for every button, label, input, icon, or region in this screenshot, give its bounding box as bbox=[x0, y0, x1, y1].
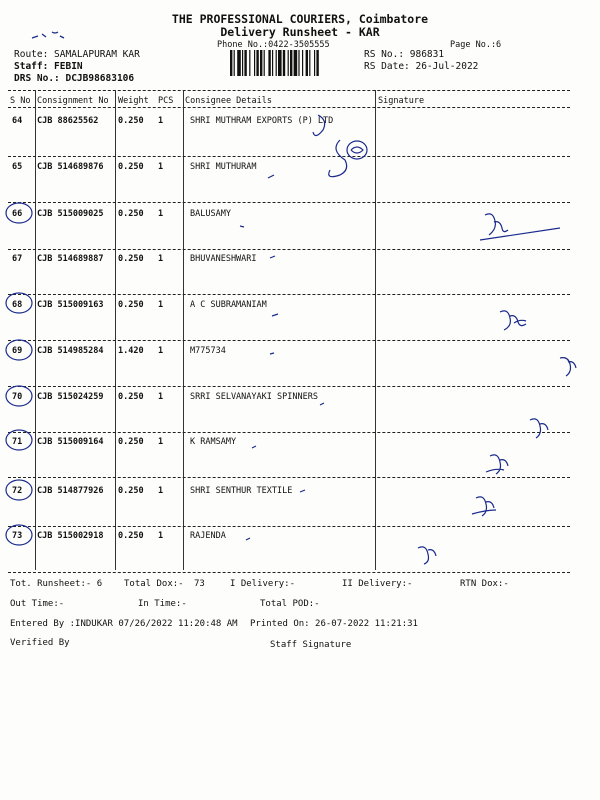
total-dox-label: Total Dox:- bbox=[124, 579, 184, 589]
cell-consignment: CJB 515009163 bbox=[37, 300, 104, 310]
cell-weight: 0.250 bbox=[118, 116, 144, 126]
cell-sno: 64 bbox=[12, 116, 23, 126]
cell-sno: 66 bbox=[12, 209, 23, 219]
cell-weight: 1.420 bbox=[118, 346, 144, 356]
cell-weight: 0.250 bbox=[118, 531, 144, 541]
drs-number: DRS No.: DCJB98683106 bbox=[14, 73, 135, 84]
cell-pcs: 1 bbox=[158, 346, 164, 356]
page-number: Page No.:6 bbox=[450, 40, 502, 50]
cell-consignee: SHRI SENTHUR TEXTILE bbox=[190, 486, 293, 496]
cell-pcs: 1 bbox=[158, 392, 164, 402]
rtn-dox: RTN Dox:- bbox=[460, 579, 509, 589]
column-header-weight: Weight bbox=[118, 96, 149, 106]
route: Route: SAMALAPURAM KAR bbox=[14, 49, 140, 60]
cell-sno: 65 bbox=[12, 162, 23, 172]
cell-sno: 67 bbox=[12, 254, 23, 264]
ii-delivery: II Delivery:- bbox=[342, 579, 413, 589]
cell-sno: 73 bbox=[12, 531, 23, 541]
cell-weight: 0.250 bbox=[118, 486, 144, 496]
cell-consignee: BHUVANESHWARI bbox=[190, 254, 257, 264]
cell-sno: 72 bbox=[12, 486, 23, 496]
table-bottom-rule bbox=[8, 572, 570, 573]
cell-sno: 69 bbox=[12, 346, 23, 356]
cell-sno: 68 bbox=[12, 300, 23, 310]
cell-sno: 70 bbox=[12, 392, 23, 402]
phone-number: Phone No.:0422-3505555 bbox=[217, 40, 330, 50]
cell-weight: 0.250 bbox=[118, 392, 144, 402]
cell-consignee: RAJENDA bbox=[190, 531, 226, 541]
staff: Staff: FEBIN bbox=[14, 61, 83, 72]
cell-pcs: 1 bbox=[158, 162, 164, 172]
printed-on: Printed On: 26-07-2022 11:21:31 bbox=[250, 619, 418, 629]
cell-weight: 0.250 bbox=[118, 162, 144, 172]
cell-pcs: 1 bbox=[158, 116, 164, 126]
staff-signature: Staff Signature bbox=[270, 640, 352, 650]
rs-number: RS No.: 986831 bbox=[364, 49, 445, 60]
total-runsheet: Tot. Runsheet:- 6 bbox=[10, 579, 103, 589]
entered-by: Entered By :INDUKAR 07/26/2022 11:20:48 AM bbox=[10, 619, 238, 629]
total-pod: Total POD:- bbox=[260, 599, 320, 609]
cell-consignment: CJB 514689876 bbox=[37, 162, 104, 172]
cell-consignment: CJB 515024259 bbox=[37, 392, 104, 402]
cell-consignee: A C SUBRAMANIAM bbox=[190, 300, 267, 310]
column-header-consignee: Consignee Details bbox=[185, 96, 272, 106]
cell-weight: 0.250 bbox=[118, 209, 144, 219]
cell-weight: 0.250 bbox=[118, 437, 144, 447]
cell-pcs: 1 bbox=[158, 531, 164, 541]
cell-consignment: CJB 515009164 bbox=[37, 437, 104, 447]
column-header-pcs: PCS bbox=[158, 96, 174, 106]
cell-pcs: 1 bbox=[158, 300, 164, 310]
column-header-consignment: Consignment No bbox=[37, 96, 109, 106]
cell-weight: 0.250 bbox=[118, 254, 144, 264]
cell-consignee: M775734 bbox=[190, 346, 226, 356]
column-header-sno: S No bbox=[10, 96, 31, 106]
rs-date: RS Date: 26-Jul-2022 bbox=[364, 61, 479, 72]
document-title: THE PROFESSIONAL COURIERS, Coimbatore bbox=[171, 12, 429, 26]
cell-consignee: SHRI MUTHURAM bbox=[190, 162, 257, 172]
cell-consignment: CJB 514877926 bbox=[37, 486, 104, 496]
cell-pcs: 1 bbox=[158, 437, 164, 447]
cell-consignee: BALUSAMY bbox=[190, 209, 231, 219]
in-time: In Time:- bbox=[138, 599, 187, 609]
verified-by: Verified By bbox=[10, 638, 70, 648]
cell-consignment: CJB 514985284 bbox=[37, 346, 104, 356]
cell-pcs: 1 bbox=[158, 486, 164, 496]
cell-consignment: CJB 515009025 bbox=[37, 209, 104, 219]
total-dox-value: 73 bbox=[194, 579, 205, 589]
cell-pcs: 1 bbox=[158, 209, 164, 219]
cell-consignment: CJB 514689887 bbox=[37, 254, 104, 264]
column-header-signature: Signature bbox=[378, 96, 425, 106]
out-time: Out Time:- bbox=[10, 599, 65, 609]
cell-consignee: K RAMSAMY bbox=[190, 437, 237, 447]
i-delivery: I Delivery:- bbox=[230, 579, 296, 589]
cell-pcs: 1 bbox=[158, 254, 164, 264]
cell-consignment: CJB 515002918 bbox=[37, 531, 104, 541]
cell-consignment: CJB 88625562 bbox=[37, 116, 99, 126]
cell-sno: 71 bbox=[12, 437, 23, 447]
cell-consignee: SHRI MUTHRAM EXPORTS (P) LTD bbox=[190, 116, 334, 126]
document-subtitle: Delivery Runsheet - KAR bbox=[220, 25, 380, 39]
cell-consignee: SRRI SELVANAYAKI SPINNERS bbox=[190, 392, 318, 402]
cell-weight: 0.250 bbox=[118, 300, 144, 310]
